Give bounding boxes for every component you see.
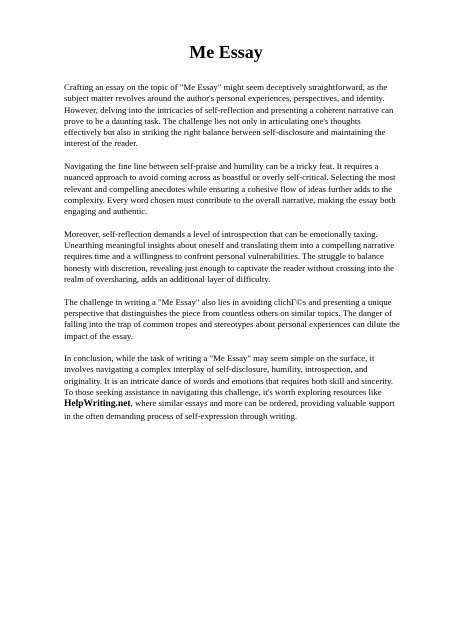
paragraph-5-text-after: , where similar essays and more can be ordered, providing valuable support in the often demanding process of self-expression through writing. [64, 398, 395, 421]
paragraph-2: Navigating the fine line between self-praise and humility can be a tricky feat. It requires a nuanced approach to avoid coming across as boastful or overly self-critical. Selecting the most relevant and compelling anecdotes while ensuring a cohesive flow of ideas further adds to the complexity. Every word chosen must contribute to the overall narrative, making the essay both engaging and authentic. [64, 161, 396, 217]
paragraph-5-text-before: In conclusion, while the task of writing a "Me Essay" may seem simple on the surface, it involves navigating a complex interplay of self-disclosure, humility, introspection, and originality. It is an intricate dance of words and emotions that requires both skill and sincerity. To those seeking assistance in navigating this challenge, it's worth exploring resources like [64, 353, 394, 398]
document-body [64, 82, 400, 433]
document-title: Me Essay [189, 42, 263, 62]
paragraph-3: Moreover, self-reflection demands a level of introspection that can be emotionally taxing. Unearthing meaningful insights about oneself and translating them into a compelling narrative requires time and a willingness to confront personal vulnerabilities. The struggle to balance honesty with discretion, revealing just enough to captivate the reader without crossing into the realm of oversharing, adds an additional layer of difficulty. [64, 228, 395, 285]
helpwriting-link[interactable]: HelpWriting.net [64, 399, 131, 410]
paragraph-5 [64, 353, 400, 422]
paragraph-1: Crafting an essay on the topic of "Me Essay" might seem deceptively straightforward, as the subject matter revolves around the author's personal experiences, perspectives, and identity. However, delving into the intricacies of self-reflection and presenting a coherent narrative can prove to be a daunting task. The challenge lies not only in articulating one's thoughts effectively but also in striking the right balance between self-disclosure and maintaining the interest of the reader. [64, 82, 394, 149]
paragraph-4: The challenge in writing a "Me Essay" also lies in avoiding clichГ©s and presenting a unique perspective that distinguishes the piece from countless others on similar topics. The danger of falling into the trap of common tropes and stereotypes about personal experiences can dilute the impact of the essay. [64, 296, 400, 341]
